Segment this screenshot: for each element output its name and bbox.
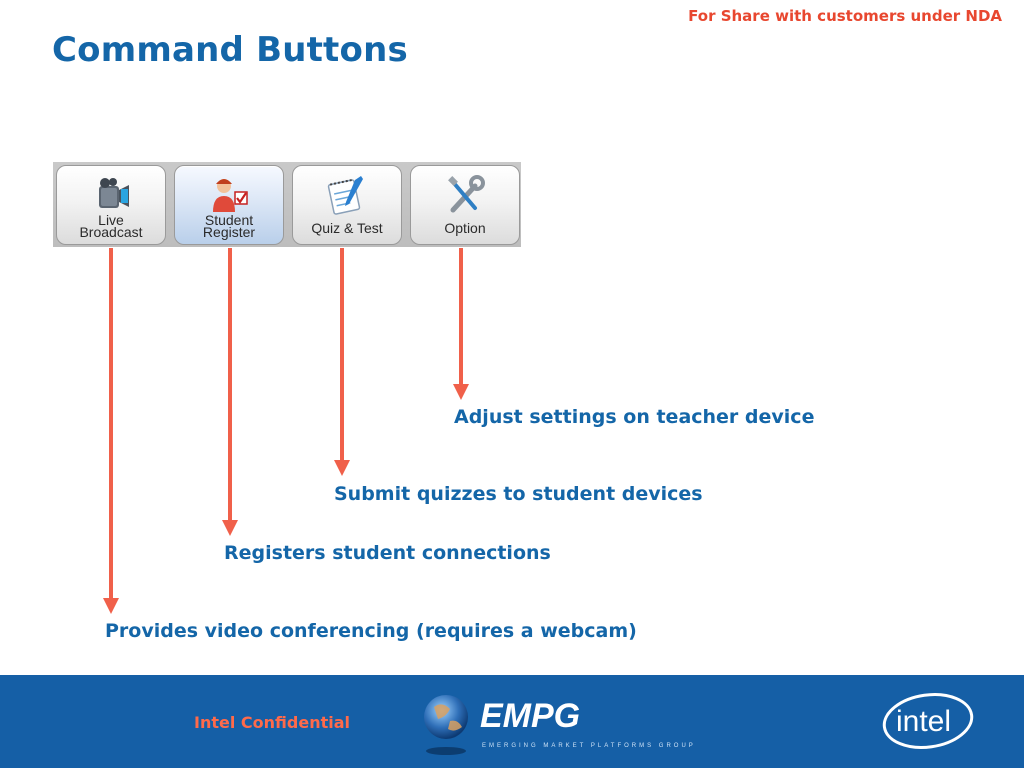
footer-bar [0,675,1024,768]
nda-notice: For Share with customers under NDA [688,7,1002,25]
callout-option: Adjust settings on teacher device [454,406,815,428]
callout-quiz: Submit quizzes to student devices [334,483,703,505]
label-line2: Broadcast [79,224,143,240]
student-register-icon [207,174,251,216]
callout-broadcast: Provides video conferencing (requires a webcam) [105,620,637,642]
arrow-quiz-test [331,248,353,478]
empg-logo-text: EMPG [480,697,581,735]
command-toolbar [53,162,521,247]
label-line1: Student [204,212,254,228]
option-button[interactable] [410,165,520,245]
arrow-option [450,248,472,402]
video-camera-icon [89,174,133,216]
quiz-notepad-icon [325,174,369,216]
page-title: Command Buttons [52,30,408,70]
intel-logo [880,689,978,753]
student-register-label [175,214,283,238]
live-broadcast-label [57,214,165,238]
label-line2: Register [202,224,256,240]
option-label: Option [444,220,486,236]
arrow-student-register [219,248,241,538]
quiz-test-label: Quiz & Test [311,220,383,236]
empg-logo [420,689,696,761]
empg-tagline: EMERGING MARKET PLATFORMS GROUP [482,743,696,749]
arrow-live-broadcast [100,248,122,616]
quiz-test-button[interactable] [292,165,402,245]
callout-register: Registers student connections [224,542,551,564]
intel-logo-text: intel [896,705,952,738]
tools-wrench-icon [443,174,487,216]
live-broadcast-button[interactable] [56,165,166,245]
label-line1: Live [98,212,124,228]
confidential-label: Intel Confidential [194,713,350,732]
student-register-button[interactable] [174,165,284,245]
